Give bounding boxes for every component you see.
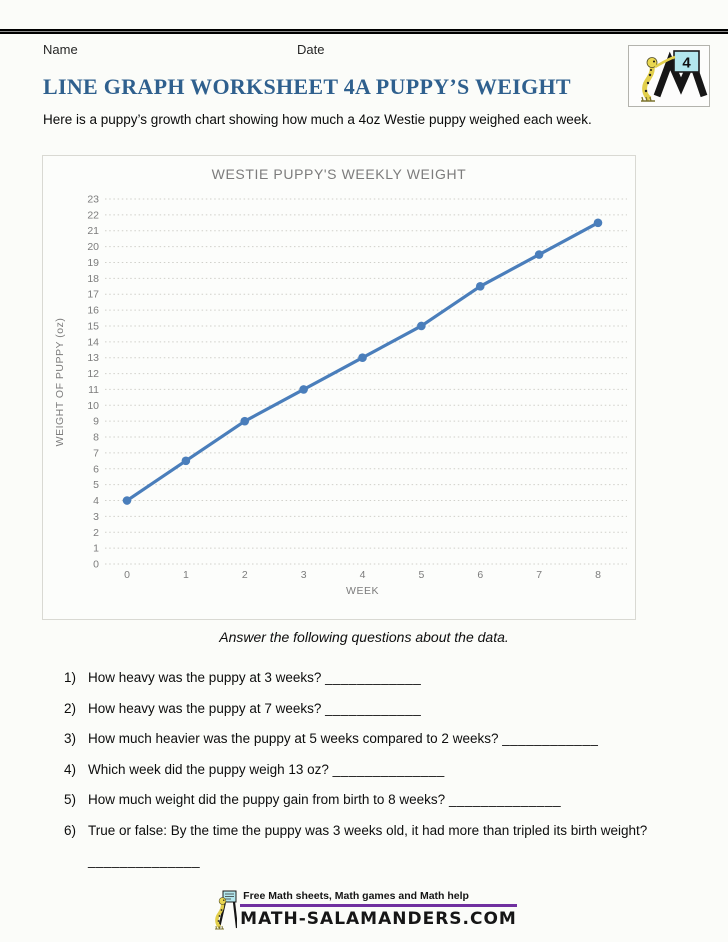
data-point-marker — [182, 457, 191, 466]
y-tick-label: 3 — [93, 510, 99, 523]
x-tick-label: 2 — [241, 569, 248, 581]
footer — [0, 888, 728, 930]
footer-site-name: MATH-SALAMANDERS.COM — [240, 909, 517, 929]
date-label: Date — [297, 42, 325, 57]
y-tick-label: 12 — [87, 368, 99, 381]
x-tick-label: 7 — [536, 569, 543, 581]
data-point-marker — [299, 385, 308, 394]
data-point-marker — [594, 219, 603, 228]
data-point-marker — [123, 496, 132, 505]
question-list — [64, 663, 700, 877]
x-tick-label: 3 — [300, 569, 307, 581]
question-text: How heavy was the puppy at 7 weeks? ____________ — [88, 700, 422, 716]
answer-blank: ____________ — [325, 670, 422, 685]
question-number: 1) — [64, 670, 77, 685]
answer-blank: ____________ — [502, 731, 599, 746]
y-tick-label: 10 — [87, 399, 99, 412]
y-tick-label: 19 — [87, 256, 99, 269]
data-point-marker — [417, 322, 426, 331]
answer-blank: ______________ — [332, 761, 445, 777]
answer-blank: ______________ — [88, 853, 201, 868]
question-text: How much heavier was the puppy at 5 weeks compared to 2 weeks? ____________ — [88, 731, 599, 746]
question-item — [64, 724, 700, 755]
salamander-eye — [653, 61, 655, 63]
chart-title: WESTIE PUPPY'S WEEKLY WEIGHT — [211, 166, 467, 182]
y-tick-label: 22 — [87, 209, 99, 222]
logo-number: 4 — [682, 54, 691, 72]
y-tick-label: 15 — [87, 320, 99, 333]
chart-card — [42, 155, 636, 620]
data-point-marker — [358, 353, 367, 362]
question-number: 2) — [64, 700, 77, 716]
x-tick-label: 5 — [418, 569, 425, 581]
footer-tagline: Free Math sheets, Math games and Math help — [243, 890, 469, 902]
y-tick-label: 14 — [87, 336, 99, 349]
y-tick-label: 9 — [93, 415, 99, 428]
salamander-logo-icon — [629, 46, 709, 106]
y-tick-label: 13 — [87, 352, 99, 365]
question-number: 6) — [64, 822, 77, 838]
y-axis-label: WEIGHT OF PUPPY (oz) — [54, 317, 66, 447]
name-label: Name — [43, 42, 78, 57]
y-tick-label: 16 — [87, 304, 99, 317]
y-tick-label: 20 — [87, 241, 99, 254]
question-text: How heavy was the puppy at 3 weeks? ____________ — [88, 670, 422, 685]
footer-text — [240, 888, 517, 929]
question-text: True or false: By the time the puppy was 3 weeks old, it had more than tripled its birth weight? ______________ — [88, 822, 648, 868]
question-item — [64, 785, 700, 816]
y-tick-label: 7 — [93, 447, 99, 460]
question-number: 4) — [64, 761, 77, 777]
y-tick-label: 18 — [87, 272, 99, 285]
question-number: 3) — [64, 731, 77, 746]
question-item — [64, 755, 700, 786]
y-tick-label: 2 — [93, 526, 99, 539]
y-tick-label: 4 — [93, 495, 99, 508]
x-tick-label: 0 — [124, 569, 130, 581]
answer-blank: ____________ — [325, 700, 422, 716]
footer-salamander-icon — [211, 890, 237, 930]
y-tick-label: 5 — [93, 479, 99, 492]
header-row — [43, 42, 683, 57]
question-item — [64, 816, 700, 877]
questions-instruction: Answer the following questions about the data. — [219, 629, 509, 645]
top-rule — [0, 29, 728, 34]
x-tick-label: 6 — [477, 569, 484, 581]
x-tick-label: 8 — [595, 569, 601, 581]
data-point-marker — [240, 417, 249, 426]
data-point-marker — [476, 282, 485, 291]
x-axis-label: WEEK — [346, 585, 379, 597]
y-tick-label: 1 — [93, 542, 99, 555]
question-text: How much weight did the puppy gain from birth to 8 weeks? ______________ — [88, 792, 562, 807]
intro-text: Here is a puppy’s growth chart showing how much a 4oz Westie puppy weighed each week. — [43, 112, 592, 127]
answer-blank: ______________ — [448, 792, 562, 807]
y-tick-label: 21 — [87, 225, 99, 238]
data-point-marker — [535, 250, 544, 259]
question-number: 5) — [64, 792, 77, 807]
footer-salamander-head — [219, 898, 226, 905]
y-tick-label: 11 — [88, 383, 99, 396]
question-item — [64, 694, 700, 725]
x-tick-label: 1 — [182, 569, 189, 581]
footer-underline — [240, 904, 517, 907]
x-tick-label: 4 — [359, 569, 366, 581]
y-tick-label: 6 — [93, 463, 99, 476]
site-logo — [628, 45, 710, 107]
y-tick-label: 17 — [87, 288, 99, 301]
question-text: Which week did the puppy weigh 13 oz? ______________ — [88, 761, 445, 777]
question-item — [64, 663, 700, 694]
y-tick-label: 0 — [93, 558, 99, 571]
chart-svg — [43, 156, 637, 621]
page-title: LINE GRAPH WORKSHEET 4A PUPPY’S WEIGHT — [43, 74, 571, 99]
y-tick-label: 8 — [93, 431, 99, 444]
y-tick-label: 23 — [87, 193, 99, 206]
